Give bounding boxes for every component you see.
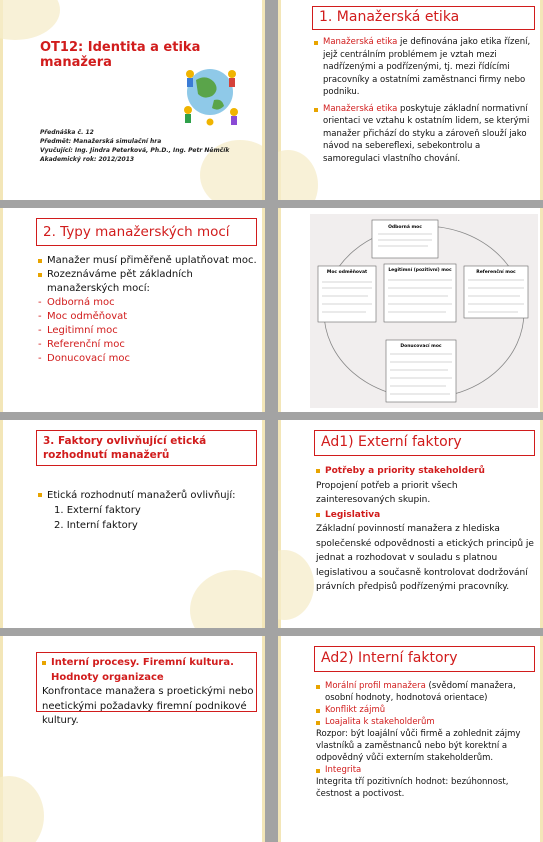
power-diagram [278, 208, 543, 412]
slide-heading: 1. Manažerská etika [312, 6, 535, 30]
text: poskytuje základní normativní orientaci ve vztahu k ostatním lidem, se kterými manažer přichází do styku a zároveň slouží jako návod na sebereflexi, sebekontrolu a samoregulaci vlastního chování. [323, 103, 530, 164]
paragraph: Základní povinností manažera z hlediska společenské odpovědnosti a etických principů je jednat a rozhodovat v souladu s platnou legislativou a současně kontrolovat dodržování právních předpisů podřízenými pracovníky. [316, 524, 534, 592]
globe-illustration [176, 60, 246, 128]
slide-typy-moci [0, 208, 265, 412]
bullet-item [314, 103, 535, 166]
bullet-item: Rozeznáváme pět základních manažerských mocí: [38, 268, 257, 296]
node-title: Odborná moc [388, 225, 422, 230]
slide-heading: Ad2) Interní faktory [314, 646, 535, 672]
meta-line: Vyučující: Ing. Jindra Peterková, Ph.D., Ing. Petr Němčík [40, 147, 230, 154]
power-item: - Donucovací moc [38, 352, 257, 366]
slide-externi-faktory [278, 420, 543, 628]
subheading: Legislativa [316, 508, 535, 523]
slide-faktory [0, 420, 265, 628]
slide-managerska-etika [278, 0, 543, 200]
text: je definována jako etika řízení, jejž centrálním problémem je vztah mezi nadřízenými a podřízenými, tj. mezi řídícími pracovníky a ostatními zaměstnanci firmy nebo podniku. [323, 37, 531, 97]
power-item: - Legitimní moc [38, 324, 257, 338]
slide-interni-procesy [0, 636, 265, 842]
power-item: - Odborná moc [38, 296, 257, 310]
meta-line: Předmět: Manažerská simulační hra [40, 138, 162, 145]
slide-interni-faktory [278, 636, 543, 842]
term: Manažerská etika [323, 103, 398, 114]
bullet-item: Integrita [316, 764, 535, 776]
paragraph: Konfrontace manažera s proetickými nebo neetickými požadavky firemní podnikové kultury. [42, 686, 254, 726]
power-item: - Referenční moc [38, 338, 257, 352]
subheading: Interní procesy. Firemní kultura. Hodnoty organizace [42, 656, 257, 685]
bullet-item [314, 36, 535, 99]
paragraph: Integrita tří pozitivních hodnot: bezúhonnost, čestnost a poctivost. [316, 777, 509, 799]
paragraph: Rozpor: být loajální vůči firmě a zohlednit zájmy vlastníků a zaměstnanců nebo být korektní a odpovědný vůči externím stakeholderům. [316, 729, 521, 763]
slide-title-heading: OT12: Identita a etika manažera [40, 40, 201, 70]
slide-heading: Ad1) Externí faktory [314, 430, 535, 456]
text: (svědomí manažera, osobní hodnoty, hodnotová orientace) [325, 681, 516, 703]
bullet-item: Etická rozhodnutí manažerů ovlivňují: [38, 488, 257, 503]
paragraph: Propojení potřeb a priorit všech zainteresovaných skupin. [316, 480, 458, 505]
node-title: Referenční moc [476, 270, 516, 275]
bullet-item: Loajalita k stakeholderům [316, 716, 535, 728]
subheading: Potřeby a priority stakeholderů [316, 464, 535, 479]
slide-power-diagram [278, 208, 543, 412]
meta-line: Přednáška č. 12 [40, 129, 94, 136]
slide-title-meta [40, 128, 229, 164]
slide-heading: 3. Faktory ovlivňující etická rozhodnutí manažerů [36, 430, 257, 466]
factor-item: 2. Interní faktory [54, 520, 138, 531]
bullet-item: Konflikt zájmů [316, 704, 535, 716]
node-title: Moc odměňovat [326, 270, 368, 275]
term: Manažerská etika [323, 37, 398, 47]
slide-heading: 2. Typy manažerských mocí [36, 218, 257, 246]
power-item: - Moc odměňovat [38, 310, 257, 324]
bullet-item [316, 680, 535, 704]
node-title: Legitimní (pozitivní) moc [388, 268, 452, 273]
bullet-item: Manažer musí přiměřeně uplatňovat moc. [38, 254, 257, 268]
term: Morální profil manažera [325, 681, 426, 691]
factor-item: 1. Externí faktory [54, 505, 141, 516]
node-title: Donucovací moc [400, 344, 442, 349]
slide-title [0, 0, 265, 200]
meta-line: Akademický rok: 2012/2013 [40, 156, 135, 163]
